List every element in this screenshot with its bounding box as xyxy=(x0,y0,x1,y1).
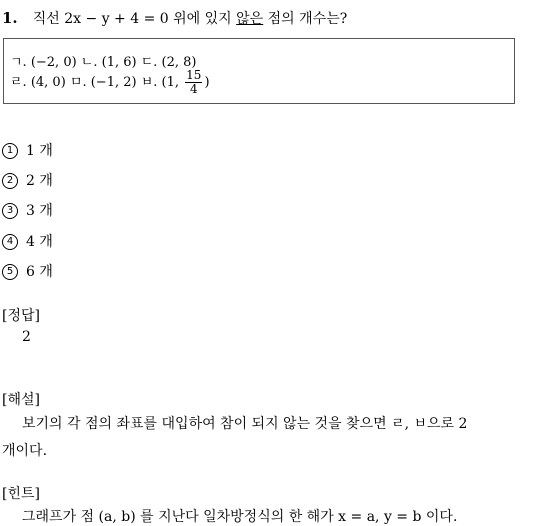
choice-marker: 3 xyxy=(2,203,18,219)
choice-label: 6 개 xyxy=(26,264,53,280)
choice-2[interactable] xyxy=(2,170,53,190)
question-text-after: 점의 개수는? xyxy=(263,11,348,27)
question xyxy=(2,8,347,28)
fraction-numerator: 15 xyxy=(186,68,202,82)
choice-1[interactable] xyxy=(2,140,53,160)
choice-marker: 4 xyxy=(2,234,18,250)
choice-label: 4 개 xyxy=(26,234,53,250)
fraction-denominator: 4 xyxy=(189,82,198,96)
choice-marker: 2 xyxy=(2,173,18,189)
options-line-1: ㄱ. (−2, 0) ㄴ. (1, 6) ㄷ. (2, 8) xyxy=(10,55,197,70)
question-underlined: 않은 xyxy=(236,11,264,27)
options-line-2 xyxy=(10,69,210,96)
choice-label: 2 개 xyxy=(26,173,53,189)
options-line-2-close: ) xyxy=(204,75,210,90)
choice-marker: 5 xyxy=(2,264,18,280)
choice-label: 1 개 xyxy=(26,143,53,159)
choice-5[interactable] xyxy=(2,261,53,281)
explanation-line-1: 보기의 각 점의 좌표를 대입하여 참이 되지 않는 것을 찾으면 ㄹ, ㅂ으로 2 xyxy=(22,416,468,432)
choice-3[interactable] xyxy=(2,200,53,220)
options-box xyxy=(3,38,515,104)
answer-heading: [정답] xyxy=(2,308,40,324)
answer-value: 2 xyxy=(22,329,31,345)
explanation-line-2: 개이다. xyxy=(2,443,48,459)
hint-text: 그래프가 점 (a, b) 를 지난다 일차방정식의 한 해가 x = a, y = b 이다. xyxy=(22,509,458,525)
fraction xyxy=(185,69,202,96)
explanation-heading: [해설] xyxy=(2,392,40,408)
question-text-before: 직선 2x − y + 4 = 0 위에 있지 xyxy=(32,11,237,27)
question-number: 1. xyxy=(2,9,18,27)
choice-label: 3 개 xyxy=(26,203,53,219)
choice-4[interactable] xyxy=(2,231,53,251)
choice-marker: 1 xyxy=(2,143,18,159)
hint-heading: [힌트] xyxy=(2,486,40,502)
options-line-2-text: ㄹ. (4, 0) ㅁ. (−1, 2) ㅂ. (1, xyxy=(10,75,180,90)
